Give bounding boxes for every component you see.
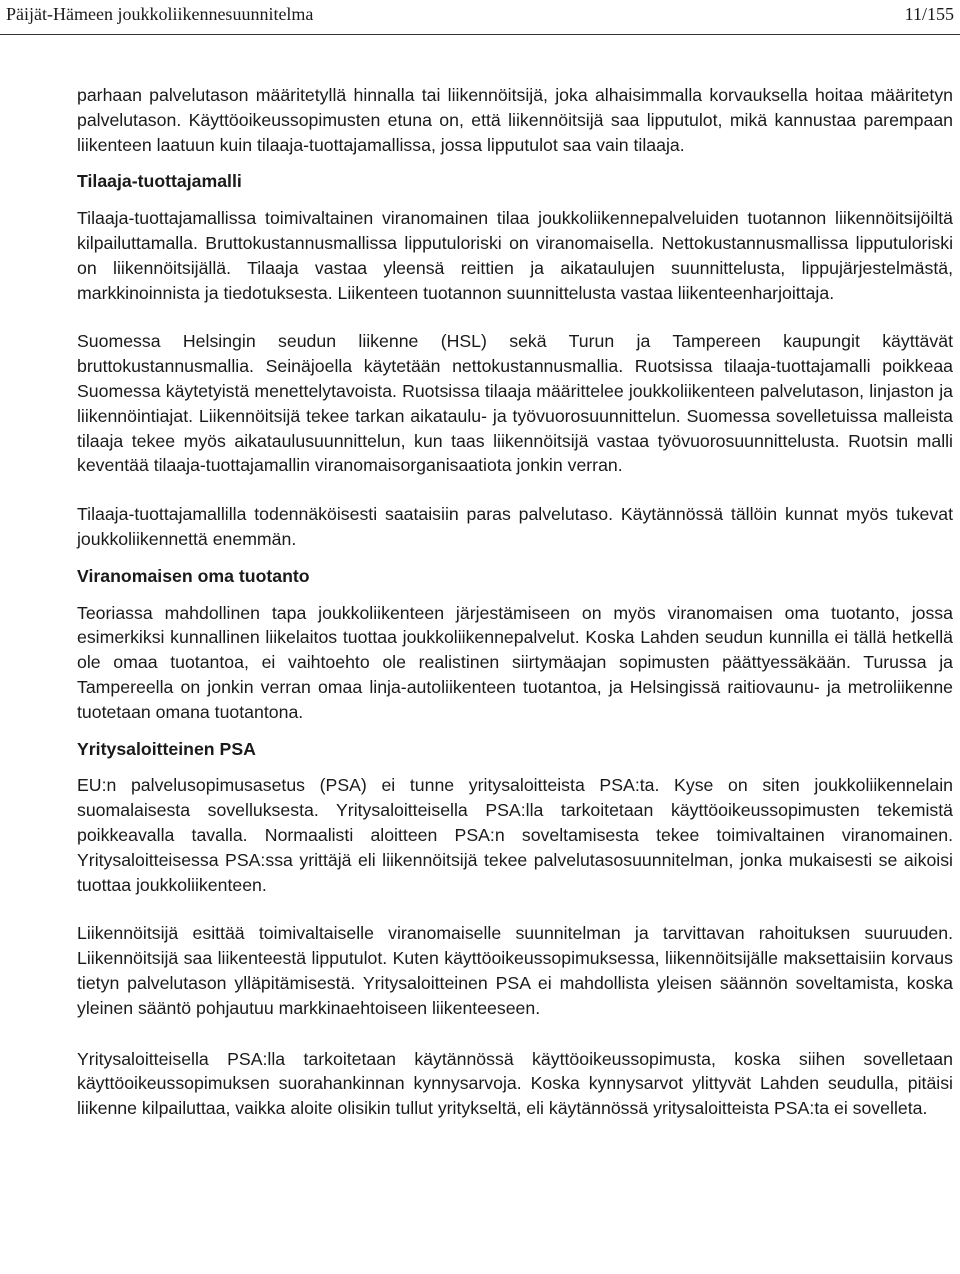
- intro-paragraph: parhaan palvelutason määritetyllä hinnalla tai liikennöitsijä, joka alhaisimmalla korvauksella hoitaa määritetyn palvelutason. Käyttöoikeussopimusten etuna on, että liikennöitsijä saa lipputulot, mikä kannustaa parempaan liikenteen laatuun kuin tilaaja-tuottajamallissa, jossa lipputulot saa vain tilaaja.: [77, 85, 953, 155]
- document-title: Päijät-Hämeen joukkoliikennesuunnitelma: [6, 4, 314, 24]
- page-number: 11/155: [904, 4, 954, 24]
- psa-paragraph-3: Yritysaloitteisella PSA:lla tarkoitetaan käytännössä käyttöoikeussopimusta, koska siihen sovelletaan käyttöoikeussopimuksen suorahankinnan kynnysarvoja. Koska kynnysarvot ylittyvät Lahden seudulla, pitäisi liikenne kilpailuttaa, vaikka aloite olisikin tullut yritykseltä, eli käytännössä yritysaloitteista PSA:ta ei sovelleta.: [77, 1048, 953, 1119]
- header-divider: [0, 34, 960, 35]
- psa-paragraph-2: Liikennöitsijä esittää toimivaltaiselle viranomaiselle suunnitelman ja tarvittavan rahoituksen suuruuden. Liikennöitsijä saa liikenteestä lipputulot. Kuten käyttöoikeussopimuksessa, liikennöitsijälle maksettaisiin korvaus tietyn palvelutason ylläpitämisestä. Yritysaloitteinen PSA ei mahdollista yleisen säännön soveltamista, koska yleinen sääntö pohjautuu markkinaehtoiseen liikenteeseen.: [77, 923, 953, 1018]
- page-header: [0, 0, 960, 36]
- tilaaja-paragraph-3: Tilaaja-tuottajamallilla todennäköisesti saataisiin paras palvelutaso. Käytännössä tällöin kunnat myös tukevat joukkoliikennettä enemmän.: [77, 504, 953, 549]
- psa-paragraph-1: EU:n palvelusopimusasetus (PSA) ei tunne yritysaloitteista PSA:ta. Kyse on siten joukkoliikennelain suomalaisesta sovelluksesta. Yritysaloitteisella PSA:lla tarkoitetaan käyttöoikeussopimusten tekemistä poikkeavalla tavalla. Normaalisti aloitteen PSA:n soveltamisesta tekee toimivaltainen viranomainen. Yritysaloitteisessa PSA:ssa yrittäjä eli liikennöitsijä tekee palvelutasosuunnitelman, jonka mukaisesti se aikoisi tuottaa joukkoliikenteen.: [77, 775, 953, 895]
- viranomainen-paragraph: Teoriassa mahdollinen tapa joukkoliikenteen järjestämiseen on myös viranomaisen oma tuotanto, jossa esimerkiksi kunnallinen liikelaitos tuottaa joukkoliikennepalvelut. Koska Lahden seudun kunnilla ei tällä hetkellä ole omaa tuotantoa, ei vaihtoehto ole realistinen siirtymäajan sopimusten päättyessäkään. Turussa ja Tampereella on jonkin verran omaa linja-autoliikenteen tuotantoa, ja Helsingissä raitiovaunu- ja metroliikenne tuotetaan omana tuotantona.: [77, 602, 953, 722]
- tilaaja-paragraph-2: Suomessa Helsingin seudun liikenne (HSL) sekä Turun ja Tampereen kaupungit käyttävät bruttokustannusmallia. Seinäjoella käytetään nettokustannusmallia. Ruotsissa tilaaja-tuottajamalli poikkeaa Suomessa käytetyistä menettelytavoista. Ruotsissa tilaaja määrittelee joukkoliikenteen palvelutason, linjaston ja liikennöintiajat. Liikennöitsijä tekee tarkan aikataulu- ja työvuorosuunnittelun. Suomessa sovelletuissa malleista tilaaja tekee myös aikataulusuunnittelun, kun taas liikennöitsijä vastaa työvuorosuunnittelusta. Ruotsin malli keventää tilaaja-tuottajamallin viranomaisorganisaatiota jonkin verran.: [77, 331, 953, 476]
- heading-tilaaja-tuottajamalli: Tilaaja-tuottajamalli: [77, 171, 242, 192]
- document-body: [77, 83, 953, 1121]
- heading-yritysaloitteinen-psa: Yritysaloitteinen PSA: [77, 738, 256, 759]
- tilaaja-paragraph-1: Tilaaja-tuottajamallissa toimivaltainen viranomainen tilaa joukkoliikennepalveluiden tuotannon liikennöitsijöiltä kilpailuttamalla. Bruttokustannusmallissa lipputuloriski on viranomaisella. Nettokustannusmallissa lipputuloriski on liikennöitsijällä. Tilaaja vastaa yleensä reittien ja aikataulujen suunnittelusta, lippujärjestelmästä, markkinoinnista ja tiedotuksesta. Liikenteen tuotannon suunnittelusta vastaa liikenteenharjoittaja.: [77, 208, 953, 303]
- heading-viranomaisen-oma-tuotanto: Viranomaisen oma tuotanto: [77, 565, 310, 586]
